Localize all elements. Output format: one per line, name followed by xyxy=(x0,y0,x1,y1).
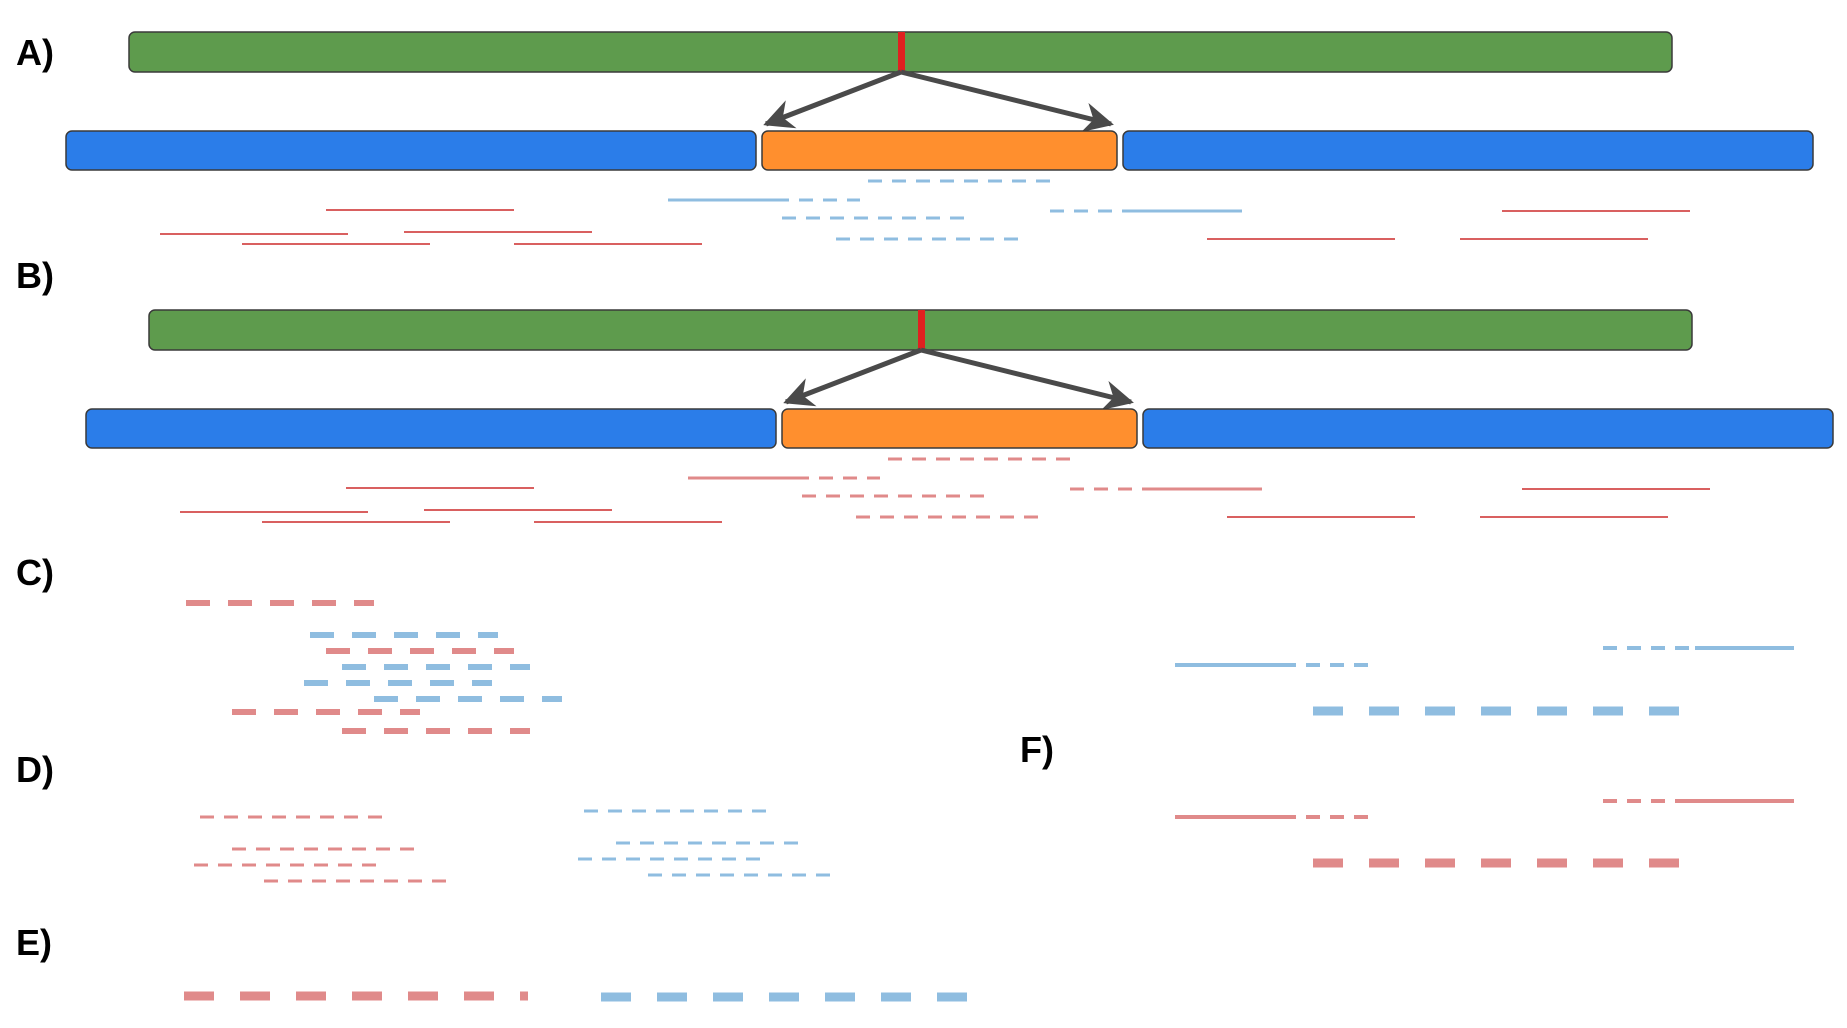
reads-a xyxy=(160,181,1690,244)
split-arrow-left xyxy=(766,72,901,124)
split-arrow-right xyxy=(921,350,1131,402)
panel-e xyxy=(184,996,968,997)
panel-label-c: C) xyxy=(16,552,54,593)
panel-label-b: B) xyxy=(16,255,54,296)
panel-b xyxy=(86,310,1833,522)
panel-c xyxy=(186,603,562,731)
panel-d xyxy=(194,811,832,881)
panel-f xyxy=(1175,648,1794,863)
split-arrow-left xyxy=(786,350,921,402)
breakpoint-marker xyxy=(918,310,925,350)
insertion-bar xyxy=(762,131,1117,170)
left-flank-bar xyxy=(86,409,776,448)
breakpoint-marker xyxy=(898,32,905,72)
insertion-bar xyxy=(782,409,1137,448)
reads-b xyxy=(180,459,1710,522)
right-flank-bar xyxy=(1143,409,1833,448)
panel-label-a: A) xyxy=(16,32,54,73)
right-flank-bar xyxy=(1123,131,1813,170)
split-arrow-right xyxy=(901,72,1111,124)
panel-label-d: D) xyxy=(16,749,54,790)
panel-a xyxy=(66,32,1813,244)
panel-label-f: F) xyxy=(1020,729,1054,770)
left-flank-bar xyxy=(66,131,756,170)
panel-label-e: E) xyxy=(16,922,52,963)
